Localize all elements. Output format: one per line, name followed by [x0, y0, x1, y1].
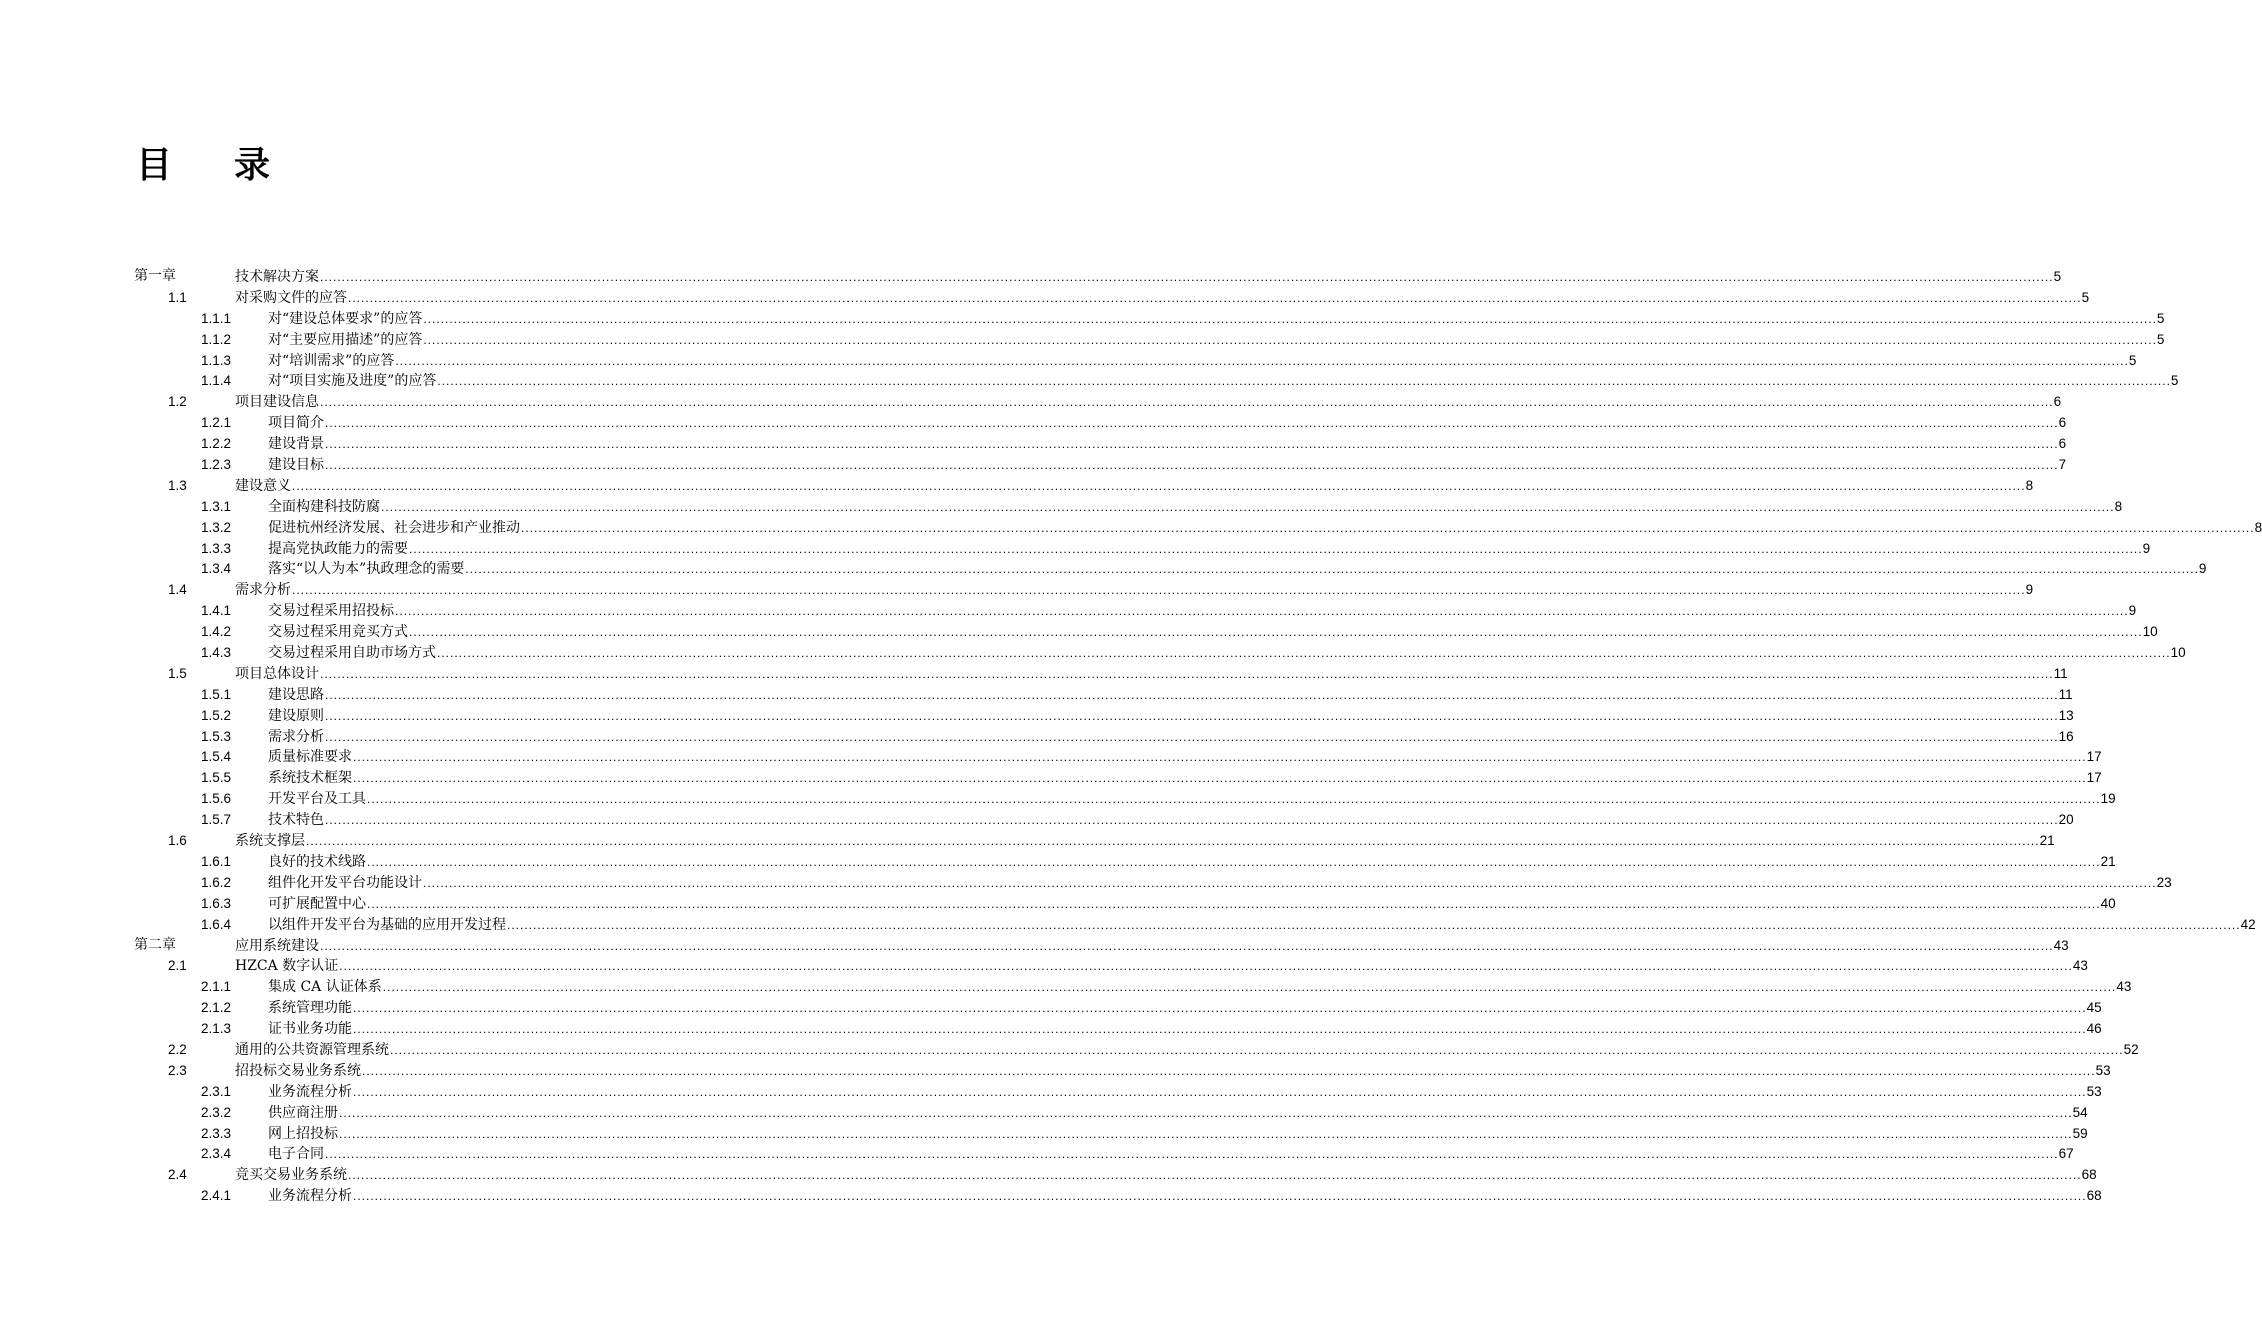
toc-entry-title: 建设目标	[268, 457, 324, 474]
toc-dot-leader: ................................................................................................................................................................................................................................................................................................................................................................................................................	[362, 1063, 2096, 1078]
toc-entry-line	[268, 872, 2172, 894]
toc-entry-line	[235, 663, 2068, 685]
toc-entry-line	[268, 621, 2158, 643]
toc-entry-page: 9	[2128, 603, 2137, 619]
toc-entry[interactable]	[134, 370, 2179, 391]
toc-entry-page: 19	[2100, 791, 2116, 807]
toc-entry-page: 9	[2142, 540, 2151, 556]
toc-entry-number: 1.3.4	[201, 561, 232, 577]
toc-entry-page: 21	[2100, 853, 2116, 869]
toc-entry[interactable]	[134, 788, 2116, 809]
toc-entry-title: 系统支撑层	[235, 833, 305, 850]
toc-entry-title: 促进杭州经济发展、社会进步和产业推动	[268, 519, 520, 536]
toc-entry[interactable]	[134, 809, 2074, 830]
toc-entry-title: 建设背景	[268, 436, 324, 453]
toc-entry-number: 1.2.1	[201, 415, 232, 431]
toc-entry-title: 全面构建科技防腐	[268, 498, 380, 515]
toc-dot-leader: ................................................................................................................................................................................................................................................................................................................................................................................................................	[367, 792, 2101, 807]
toc-entry-line	[235, 935, 2069, 957]
toc-dot-leader: ................................................................................................................................................................................................................................................................................................................................................................................................................	[423, 311, 2157, 326]
toc-dot-leader: ................................................................................................................................................................................................................................................................................................................................................................................................................	[320, 270, 2054, 284]
toc-entry-page: 23	[2156, 874, 2172, 890]
toc-entry[interactable]	[134, 935, 2069, 956]
toc-entry[interactable]	[134, 1081, 2102, 1102]
toc-entry-line	[268, 600, 2137, 622]
toc-dot-leader: ................................................................................................................................................................................................................................................................................................................................................................................................................	[465, 562, 2199, 577]
toc-entry-line	[235, 1039, 2139, 1061]
toc-dot-leader: ................................................................................................................................................................................................................................................................................................................................................................................................................	[395, 353, 2129, 368]
toc-dot-leader: ................................................................................................................................................................................................................................................................................................................................................................................................................	[395, 604, 2129, 619]
toc-entry[interactable]	[134, 997, 2102, 1018]
toc-dot-leader: ................................................................................................................................................................................................................................................................................................................................................................................................................	[423, 875, 2157, 890]
toc-entry-line	[235, 266, 2062, 288]
toc-dot-leader: ................................................................................................................................................................................................................................................................................................................................................................................................................	[320, 395, 2054, 410]
toc-dot-leader: ................................................................................................................................................................................................................................................................................................................................................................................................................	[292, 478, 2026, 493]
toc-entry-title: 系统管理功能	[268, 1000, 352, 1017]
toc-entry-page: 9	[2025, 582, 2034, 598]
toc-entry-page: 67	[2058, 1146, 2074, 1162]
toc-entry-line	[268, 370, 2179, 392]
toc-entry-line	[235, 287, 2090, 309]
toc-entry[interactable]	[134, 391, 2062, 412]
toc-entry-page: 9	[2198, 561, 2207, 577]
toc-entry-page: 5	[2156, 310, 2165, 326]
toc-entry[interactable]	[134, 579, 2034, 600]
toc-entry-number: 2.3.2	[201, 1104, 232, 1120]
toc-entry-number: 1.2.3	[201, 457, 232, 473]
toc-entry-number: 2.3.4	[201, 1146, 232, 1162]
toc-entry-title: 技术特色	[268, 812, 324, 829]
toc-entry-line	[268, 308, 2165, 330]
toc-entry-title: 招投标交易业务系统	[235, 1062, 361, 1079]
toc-entry-title: HZCA 数字认证	[235, 958, 339, 975]
toc-entry-page: 53	[2086, 1083, 2102, 1099]
toc-entry-title: 项目建设信息	[235, 394, 319, 411]
toc-entry-title: 网上招投标	[268, 1125, 338, 1142]
toc-entry-line	[268, 1123, 2088, 1145]
toc-entry-title: 应用系统建设	[235, 937, 319, 954]
toc-entry-title: 业务流程分析	[268, 1188, 352, 1205]
toc-entry[interactable]	[134, 893, 2116, 914]
toc-entry[interactable]	[134, 433, 2067, 454]
toc-dot-leader: ................................................................................................................................................................................................................................................................................................................................................................................................................	[339, 1126, 2073, 1141]
toc-entry-number: 1.2	[168, 394, 187, 410]
toc-entry-number: 1.5.6	[201, 791, 232, 807]
toc-entry-page: 52	[2123, 1041, 2139, 1057]
toc-entry-page: 45	[2086, 1000, 2102, 1016]
toc-entry-number: 2.1	[168, 958, 187, 974]
toc-entry-title: 电子合同	[268, 1146, 324, 1163]
toc-dot-leader: ................................................................................................................................................................................................................................................................................................................................................................................................................	[423, 332, 2157, 347]
toc-dot-leader: ................................................................................................................................................................................................................................................................................................................................................................................................................	[521, 520, 2255, 535]
toc-entry-page: 10	[2170, 645, 2186, 661]
toc-entry[interactable]	[134, 976, 2132, 997]
toc-dot-leader: ................................................................................................................................................................................................................................................................................................................................................................................................................	[325, 458, 2059, 473]
toc-entry-page: 17	[2086, 749, 2102, 765]
toc-entry-number: 2.4.1	[201, 1188, 232, 1204]
toc-entry-page: 6	[2058, 415, 2067, 431]
toc-entry-title: 交易过程采用自助市场方式	[268, 645, 436, 662]
title-char-2: 录	[234, 144, 271, 186]
toc-entry-page: 6	[2058, 436, 2067, 452]
toc-entry-line	[268, 976, 2132, 998]
toc-entry-page: 5	[2053, 269, 2062, 284]
toc-entry-page: 43	[2072, 958, 2088, 974]
toc-entry-line	[268, 1081, 2102, 1103]
toc-entry-page: 43	[2053, 937, 2069, 953]
toc-entry-number: 2.3	[168, 1062, 187, 1078]
toc-entry-page: 8	[2114, 498, 2123, 514]
toc-entry[interactable]	[134, 412, 2067, 433]
toc-entry-number: 1.3.1	[201, 498, 232, 514]
toc-entry-line	[235, 830, 2055, 852]
toc-entry-line	[268, 746, 2102, 768]
toc-entry-number: 2.3.3	[201, 1125, 232, 1141]
toc-entry-number: 1.1.4	[201, 373, 232, 389]
toc-entry-number: 1.1	[168, 289, 187, 305]
toc-dot-leader: ................................................................................................................................................................................................................................................................................................................................................................................................................	[325, 1147, 2059, 1162]
toc-entry-title: 开发平台及工具	[268, 791, 366, 808]
toc-entry-number: 1.4.3	[201, 645, 232, 661]
toc-entry[interactable]	[134, 475, 2034, 496]
toc-entry-title: 供应商注册	[268, 1104, 338, 1121]
toc-entry[interactable]	[134, 496, 2123, 517]
toc-entry[interactable]	[134, 642, 2186, 663]
toc-entry[interactable]	[134, 308, 2165, 329]
toc-entry[interactable]	[134, 705, 2074, 726]
toc-entry-line	[268, 350, 2137, 372]
toc-entry-number: 1.5	[168, 665, 187, 681]
toc-entry-number: 1.5.1	[201, 686, 232, 702]
toc-entry-line	[268, 538, 2151, 560]
toc-entry-number: 2.2	[168, 1041, 187, 1057]
table-of-contents	[134, 266, 2262, 1206]
toc-entry-number: 2.1.1	[201, 979, 232, 995]
toc-entry-title: 良好的技术线路	[268, 853, 366, 870]
toc-entry-title: 技术解决方案	[235, 269, 319, 285]
toc-entry-page: 6	[2053, 394, 2062, 410]
toc-entry-line	[268, 558, 2207, 580]
toc-entry-line	[268, 705, 2074, 727]
toc-entry[interactable]	[134, 830, 2055, 851]
toc-dot-leader: ................................................................................................................................................................................................................................................................................................................................................................................................................	[325, 437, 2059, 452]
toc-entry-number: 1.2.2	[201, 436, 232, 452]
toc-entry-number: 1.3.2	[201, 519, 232, 535]
toc-entry-title: 项目总体设计	[235, 665, 319, 682]
toc-dot-leader: ................................................................................................................................................................................................................................................................................................................................................................................................................	[339, 1105, 2073, 1120]
toc-entry-page: 8	[2025, 477, 2034, 493]
toc-dot-leader: ................................................................................................................................................................................................................................................................................................................................................................................................................	[320, 938, 2054, 953]
toc-dot-leader: ................................................................................................................................................................................................................................................................................................................................................................................................................	[382, 980, 2117, 995]
toc-entry-page: 13	[2058, 707, 2074, 723]
toc-dot-leader: ................................................................................................................................................................................................................................................................................................................................................................................................................	[353, 771, 2087, 786]
toc-entry-title: 对采购文件的应答	[235, 289, 347, 306]
toc-entry-number: 1.6.3	[201, 895, 232, 911]
toc-entry-number: 第二章	[134, 936, 176, 953]
toc-entry-page: 16	[2058, 728, 2074, 744]
toc-entry-title: 对“项目实施及进度”的应答	[268, 373, 437, 390]
toc-entry-line	[235, 391, 2062, 413]
toc-dot-leader: ................................................................................................................................................................................................................................................................................................................................................................................................................	[325, 687, 2059, 702]
toc-entry[interactable]	[134, 517, 2262, 538]
toc-entry-line	[268, 1102, 2088, 1124]
toc-entry[interactable]	[134, 329, 2165, 350]
toc-entry-title: 通用的公共资源管理系统	[235, 1041, 389, 1058]
toc-entry[interactable]	[134, 266, 2062, 287]
toc-entry-line	[268, 496, 2123, 518]
toc-entry-page: 54	[2072, 1104, 2088, 1120]
toc-entry[interactable]	[134, 350, 2137, 371]
toc-entry[interactable]	[134, 914, 2256, 935]
toc-entry[interactable]	[134, 1018, 2102, 1039]
toc-dot-leader: ................................................................................................................................................................................................................................................................................................................................................................................................................	[292, 583, 2026, 598]
toc-entry-line	[268, 517, 2262, 539]
toc-entry-title: 建设意义	[235, 477, 291, 494]
toc-dot-leader: ................................................................................................................................................................................................................................................................................................................................................................................................................	[325, 813, 2059, 828]
toc-entry-line	[268, 1185, 2102, 1207]
toc-entry-page: 53	[2095, 1062, 2111, 1078]
toc-entry-number: 1.6.2	[201, 874, 232, 890]
toc-entry-line	[268, 809, 2074, 831]
toc-entry-number: 1.5.3	[201, 728, 232, 744]
toc-entry-number: 1.5.7	[201, 812, 232, 828]
toc-entry-page: 5	[2156, 331, 2165, 347]
toc-entry-number: 1.4.1	[201, 603, 232, 619]
toc-entry-title: 交易过程采用竞买方式	[268, 624, 408, 641]
toc-dot-leader: ................................................................................................................................................................................................................................................................................................................................................................................................................	[390, 1042, 2124, 1057]
toc-entry-title: 建设原则	[268, 707, 324, 724]
toc-entry[interactable]	[134, 538, 2151, 559]
toc-entry[interactable]	[134, 1123, 2088, 1144]
toc-entry-page: 5	[2170, 373, 2179, 389]
toc-dot-leader: ................................................................................................................................................................................................................................................................................................................................................................................................................	[367, 896, 2101, 911]
toc-entry-page: 20	[2058, 812, 2074, 828]
toc-entry-line	[268, 851, 2116, 873]
toc-entry-title: 集成 CA 认证体系	[268, 979, 382, 996]
toc-dot-leader: ................................................................................................................................................................................................................................................................................................................................................................................................................	[353, 1084, 2087, 1099]
title-char-1: 目	[136, 144, 173, 186]
toc-entry-page: 5	[2128, 352, 2137, 368]
toc-entry-line	[268, 726, 2074, 748]
toc-dot-leader: ................................................................................................................................................................................................................................................................................................................................................................................................................	[507, 917, 2241, 932]
toc-entry-line	[268, 412, 2067, 434]
toc-entry-number: 2.1.3	[201, 1021, 232, 1037]
toc-dot-leader: ................................................................................................................................................................................................................................................................................................................................................................................................................	[353, 1001, 2087, 1016]
toc-entry-title: 证书业务功能	[268, 1021, 352, 1038]
toc-entry-title: 落实“以人为本”执政理念的需要	[268, 561, 465, 578]
toc-entry-number: 第一章	[134, 268, 176, 284]
toc-dot-leader: ................................................................................................................................................................................................................................................................................................................................................................................................................	[348, 1168, 2082, 1183]
toc-dot-leader: ................................................................................................................................................................................................................................................................................................................................................................................................................	[325, 416, 2059, 431]
toc-entry[interactable]	[134, 955, 2088, 976]
toc-entry-line	[235, 1164, 2097, 1186]
toc-dot-leader: ................................................................................................................................................................................................................................................................................................................................................................................................................	[325, 729, 2059, 744]
toc-entry-title: 需求分析	[268, 728, 324, 745]
toc-entry[interactable]	[134, 1039, 2139, 1060]
toc-entry-title: 以组件开发平台为基础的应用开发过程	[268, 916, 506, 933]
toc-dot-leader: ................................................................................................................................................................................................................................................................................................................................................................................................................	[306, 834, 2040, 849]
toc-dot-leader: ................................................................................................................................................................................................................................................................................................................................................................................................................	[437, 646, 2171, 661]
toc-entry-number: 1.1.2	[201, 331, 232, 347]
toc-entry-line	[268, 914, 2256, 936]
toc-entry-title: 业务流程分析	[268, 1083, 352, 1100]
toc-entry-title: 系统技术框架	[268, 770, 352, 787]
toc-entry-number: 1.6	[168, 833, 187, 849]
toc-entry-line	[268, 788, 2116, 810]
toc-dot-leader: ................................................................................................................................................................................................................................................................................................................................................................................................................	[325, 708, 2059, 723]
toc-entry[interactable]	[134, 1102, 2088, 1123]
toc-entry[interactable]	[134, 287, 2090, 308]
toc-entry[interactable]	[134, 663, 2068, 684]
toc-dot-leader: ................................................................................................................................................................................................................................................................................................................................................................................................................	[348, 290, 2082, 305]
toc-entry-number: 1.4	[168, 582, 187, 598]
toc-entry-line	[268, 1018, 2102, 1040]
toc-dot-leader: ................................................................................................................................................................................................................................................................................................................................................................................................................	[381, 499, 2115, 514]
toc-entry[interactable]	[134, 684, 2073, 705]
toc-entry-number: 1.1.1	[201, 310, 232, 326]
toc-entry-line	[235, 1060, 2111, 1082]
toc-entry-line	[268, 1143, 2074, 1165]
toc-entry-number: 1.6.1	[201, 853, 232, 869]
toc-entry[interactable]	[134, 1143, 2074, 1164]
toc-entry[interactable]	[134, 1164, 2097, 1185]
toc-dot-leader: ................................................................................................................................................................................................................................................................................................................................................................................................................	[320, 666, 2054, 681]
toc-entry-number: 2.1.2	[201, 1000, 232, 1016]
toc-entry[interactable]	[134, 454, 2067, 475]
toc-entry[interactable]	[134, 558, 2207, 579]
toc-entry-title: 对“建设总体要求”的应答	[268, 310, 423, 327]
toc-entry[interactable]	[134, 1185, 2102, 1206]
toc-entry-line	[268, 329, 2165, 351]
toc-entry-title: 对“主要应用描述”的应答	[268, 331, 423, 348]
toc-entry[interactable]	[134, 726, 2074, 747]
toc-entry-page: 5	[2081, 289, 2090, 305]
toc-entry-page: 68	[2086, 1188, 2102, 1204]
toc-entry-line	[235, 475, 2034, 497]
toc-entry-page: 43	[2116, 979, 2132, 995]
toc-entry-page: 59	[2072, 1125, 2088, 1141]
toc-entry-title: 项目简介	[268, 415, 324, 432]
toc-entry-page: 40	[2100, 895, 2116, 911]
toc-entry-line	[268, 893, 2116, 915]
toc-entry-number: 1.1.3	[201, 352, 232, 368]
toc-entry-title: 可扩展配置中心	[268, 895, 366, 912]
toc-entry-line	[235, 579, 2034, 601]
toc-entry[interactable]	[134, 600, 2137, 621]
toc-entry-title: 提高党执政能力的需要	[268, 540, 408, 557]
toc-entry-page: 46	[2086, 1021, 2102, 1037]
toc-entry-line	[268, 767, 2102, 789]
toc-dot-leader: ................................................................................................................................................................................................................................................................................................................................................................................................................	[437, 374, 2171, 389]
toc-entry-title: 组件化开发平台功能设计	[268, 874, 422, 891]
toc-entry-page: 11	[2053, 665, 2068, 681]
page-title	[136, 140, 270, 190]
toc-entry-title: 对“培训需求”的应答	[268, 352, 395, 369]
toc-entry-page: 17	[2086, 770, 2102, 786]
toc-entry[interactable]	[134, 1060, 2111, 1081]
toc-entry-title: 建设思路	[268, 686, 324, 703]
toc-entry-line	[268, 433, 2067, 455]
toc-entry-line	[268, 997, 2102, 1019]
toc-dot-leader: ................................................................................................................................................................................................................................................................................................................................................................................................................	[353, 1022, 2087, 1037]
toc-entry-number: 2.4	[168, 1167, 187, 1183]
toc-entry-page: 10	[2142, 624, 2158, 640]
toc-entry-page: 42	[2240, 916, 2256, 932]
toc-entry-title: 需求分析	[235, 582, 291, 599]
toc-entry-page: 8	[2254, 519, 2262, 535]
toc-dot-leader: ................................................................................................................................................................................................................................................................................................................................................................................................................	[409, 625, 2143, 640]
toc-entry-number: 2.3.1	[201, 1083, 232, 1099]
toc-entry-number: 1.5.4	[201, 749, 232, 765]
toc-entry-page: 68	[2081, 1167, 2097, 1183]
toc-entry[interactable]	[134, 872, 2172, 893]
toc-dot-leader: ................................................................................................................................................................................................................................................................................................................................................................................................................	[353, 750, 2087, 765]
toc-dot-leader: ................................................................................................................................................................................................................................................................................................................................................................................................................	[339, 959, 2073, 974]
toc-entry-number: 1.6.4	[201, 916, 232, 932]
toc-entry[interactable]	[134, 746, 2102, 767]
toc-dot-leader: ................................................................................................................................................................................................................................................................................................................................................................................................................	[367, 854, 2101, 869]
toc-entry[interactable]	[134, 767, 2102, 788]
toc-entry-line	[268, 454, 2067, 476]
toc-entry-line	[235, 955, 2088, 977]
toc-entry-number: 1.5.5	[201, 770, 232, 786]
toc-entry-number: 1.3	[168, 477, 187, 493]
toc-entry[interactable]	[134, 621, 2158, 642]
toc-entry-number: 1.4.2	[201, 624, 232, 640]
toc-entry-number: 1.5.2	[201, 707, 232, 723]
toc-entry-title: 交易过程采用招投标	[268, 603, 394, 620]
toc-entry-title: 质量标准要求	[268, 749, 352, 766]
toc-entry-line	[268, 684, 2073, 706]
toc-entry-title: 竞买交易业务系统	[235, 1167, 347, 1184]
toc-dot-leader: ................................................................................................................................................................................................................................................................................................................................................................................................................	[353, 1189, 2087, 1204]
toc-entry-number: 1.3.3	[201, 540, 232, 556]
toc-entry-line	[268, 642, 2186, 664]
toc-entry-page: 21	[2039, 833, 2055, 849]
toc-dot-leader: ................................................................................................................................................................................................................................................................................................................................................................................................................	[409, 541, 2143, 556]
toc-entry-page: 7	[2058, 457, 2067, 473]
toc-entry-page: 11	[2058, 686, 2073, 702]
toc-entry[interactable]	[134, 851, 2116, 872]
